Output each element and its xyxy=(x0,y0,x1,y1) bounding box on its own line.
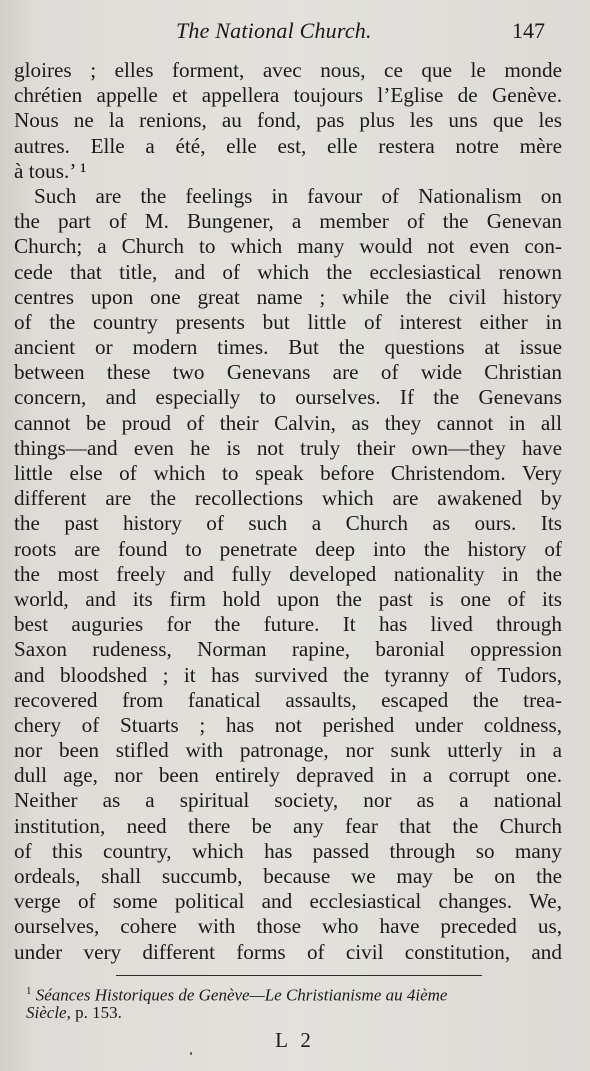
text-line: best auguries for the future. It has lived through xyxy=(14,612,562,637)
text-line: of the country presents but little of interest either in xyxy=(14,309,562,334)
text-line: things—and even he is not truly their own—they have xyxy=(14,435,562,460)
body-text xyxy=(14,58,562,965)
text-line: Such are the feelings in favour of Nationalism on xyxy=(34,183,562,208)
text-line: the past history of such a Church as ours. Its xyxy=(14,511,562,536)
text-line: nor been stifled with patronage, nor sunk utterly in a xyxy=(14,738,562,763)
text-line: chrétien appelle et appellera toujours l’Eglise de Genève. xyxy=(14,83,562,108)
running-head xyxy=(0,14,590,44)
text-line: between these two Genevans are of wide Christian xyxy=(14,360,562,385)
footnote-line-1 xyxy=(26,980,566,1005)
text-line: roots are found to penetrate deep into the history of xyxy=(14,536,562,561)
footnote-marker: 1 xyxy=(26,985,32,997)
running-title: The National Church. xyxy=(176,18,372,43)
text-line: concern, and especially to ourselves. If the Genevans xyxy=(14,385,562,410)
text-line: institution, need there be any fear that the Church xyxy=(14,813,562,838)
text-line: the part of M. Bungener, a member of the Genevan xyxy=(14,209,562,234)
text-line: à tous.’ ¹ xyxy=(14,158,87,183)
text-line: gloires ; elles forment, avec nous, ce que le monde xyxy=(14,58,562,82)
text-line: verge of some political and ecclesiastical changes. We, xyxy=(14,889,562,914)
text-line: autres. Elle a été, elle est, elle restera notre mère xyxy=(14,133,562,158)
text-line: Church; a Church to which many would not even con- xyxy=(14,234,562,259)
text-line: centres upon one great name ; while the civil history xyxy=(14,284,562,309)
text-line: ancient or modern times. But the questions at issue xyxy=(14,335,562,360)
footnote-citation-cont: Siècle, xyxy=(26,1003,71,1022)
text-line: Neither as a spiritual society, nor as a national xyxy=(14,788,562,813)
text-line: Nous ne la renions, au fond, pas plus les uns que les xyxy=(14,108,562,133)
page-number: 147 xyxy=(512,18,545,43)
ink-speck xyxy=(190,1052,192,1055)
text-line: under very different forms of civil constitution, and xyxy=(14,939,562,964)
text-line: cannot be proud of their Calvin, as they cannot in all xyxy=(14,410,562,435)
footnote-citation: Séances Historiques de Genève—Le Christianisme au 4ième xyxy=(35,985,448,1005)
text-line: ourselves, cohere with those who have preceded us, xyxy=(14,914,562,939)
text-line: dull age, nor been entirely depraved in a corrupt one. xyxy=(14,763,562,788)
text-line: cede that title, and of which the ecclesiastical renown xyxy=(14,259,562,284)
text-line: world, and its firm hold upon the past is one of its xyxy=(14,586,562,611)
footnote-line-2 xyxy=(26,1002,566,1024)
text-line: and bloodshed ; it has survived the tyranny of Tudors, xyxy=(14,662,562,687)
footnote-rule xyxy=(116,975,482,976)
text-line: little else of which to speak before Christendom. Very xyxy=(14,461,562,485)
text-line: ordeals, shall succumb, because we may be on the xyxy=(14,864,562,888)
text-line: recovered from fanatical assaults, escaped the trea- xyxy=(14,687,562,712)
signature-mark: L 2 xyxy=(275,1028,315,1052)
text-line: of this country, which has passed through so many xyxy=(14,838,562,863)
footnote-page-ref: p. 153. xyxy=(70,1003,122,1022)
text-line: the most freely and fully developed nationality in the xyxy=(14,561,562,586)
text-line: chery of Stuarts ; has not perished under coldness, xyxy=(14,712,562,737)
footnotes xyxy=(26,980,566,1024)
text-line: different are the recollections which are awakened by xyxy=(14,486,562,511)
text-line: Saxon rudeness, Norman rapine, baronial oppression xyxy=(14,637,562,662)
